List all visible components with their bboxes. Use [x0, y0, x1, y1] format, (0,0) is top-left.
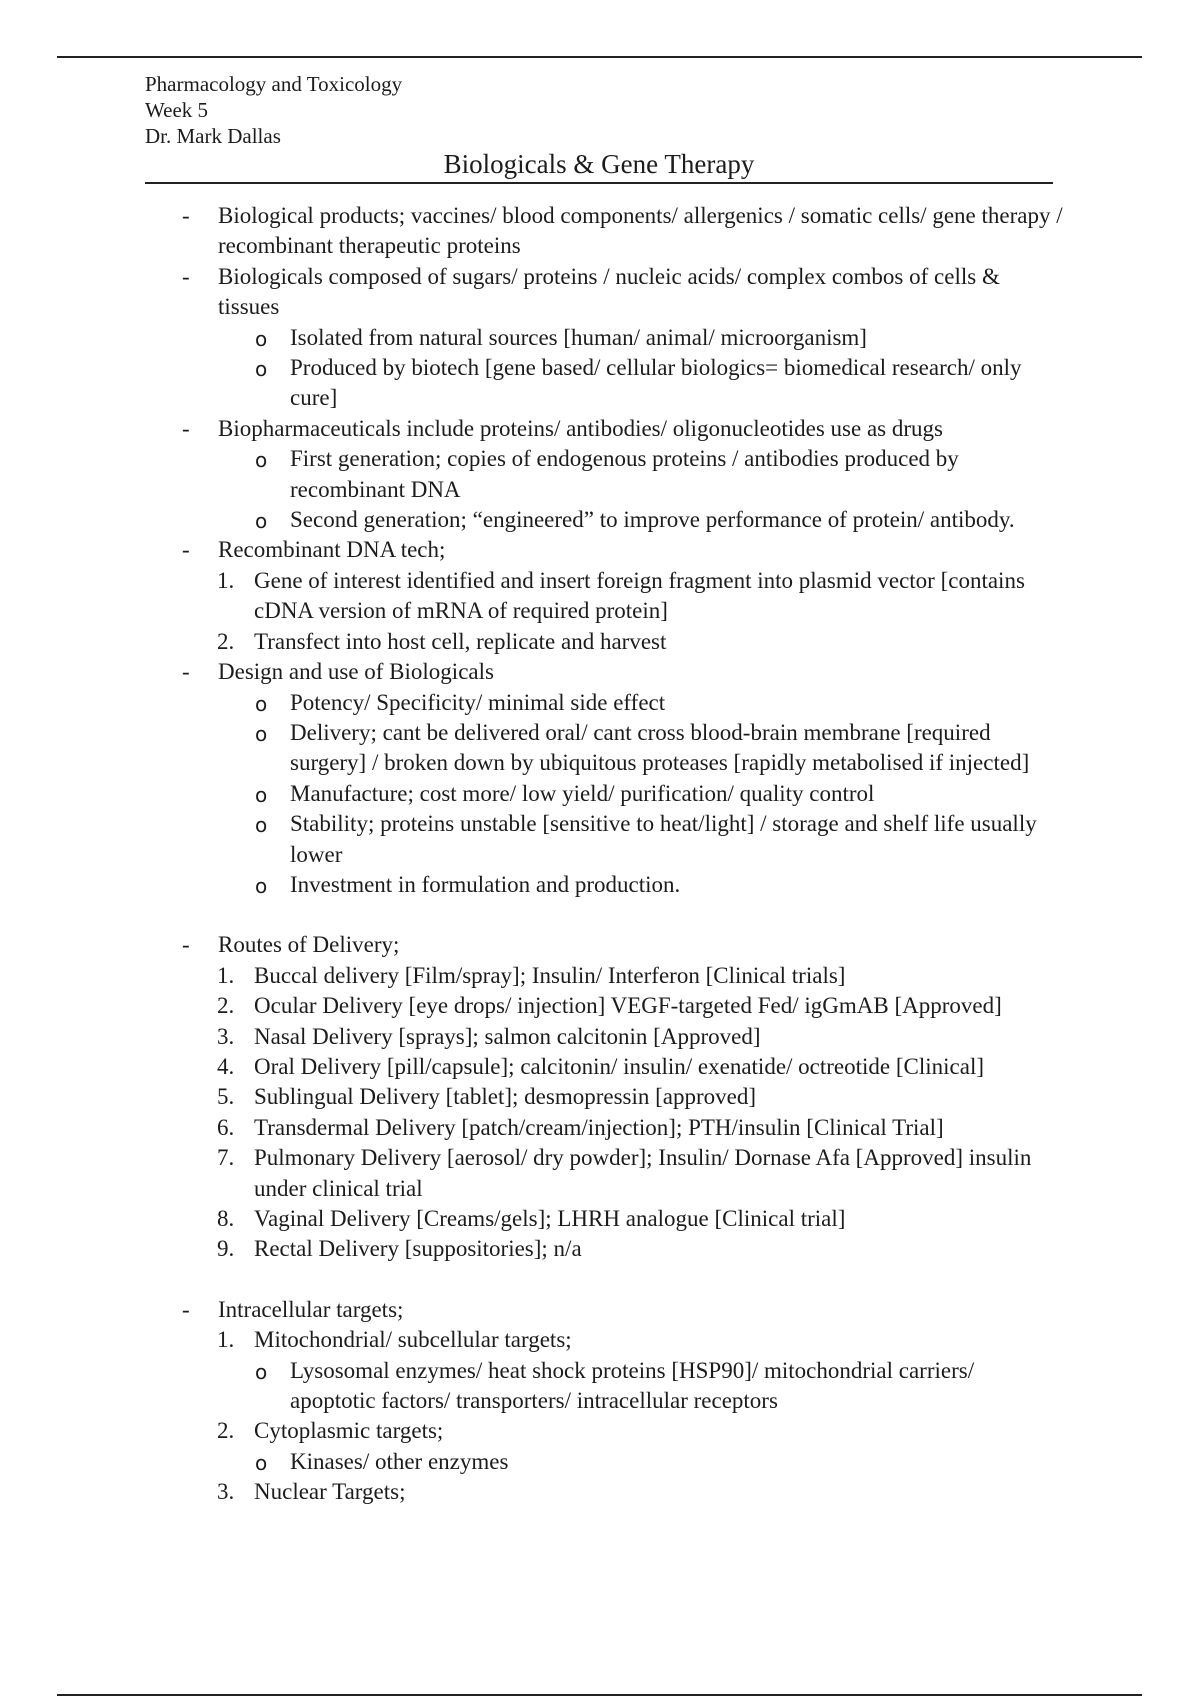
- numbered-item: [145, 1416, 1065, 1446]
- dash-marker: -: [182, 932, 190, 958]
- sub-bullet-text: Produced by biotech [gene based/ cellular biologics= biomedical research/ only cure]: [290, 355, 1022, 411]
- number-marker: 6.: [217, 1114, 235, 1140]
- numbered-text: Rectal Delivery [suppositories]; n/a: [254, 1236, 582, 1262]
- sub-bullet-item: [145, 779, 1065, 809]
- course-name: Pharmacology and Toxicology: [145, 72, 403, 96]
- numbered-text: Ocular Delivery [eye drops/ injection] VEGF-targeted Fed/ igGmAB [Approved]: [254, 993, 1002, 1019]
- lecturer-name: Dr. Mark Dallas: [145, 124, 281, 148]
- number-marker: 3.: [217, 1023, 235, 1049]
- numbered-text: Nuclear Targets;: [254, 1479, 406, 1505]
- bullet-item: [145, 657, 1065, 687]
- circle-bullet-icon: o: [255, 721, 268, 746]
- numbered-text: Oral Delivery [pill/capsule]; calcitonin/ insulin/ exenatide/ octreotide [Clinical]: [254, 1053, 985, 1079]
- bottom-rule: [57, 1694, 1142, 1696]
- number-marker: 1.: [217, 1327, 235, 1353]
- spacer: [145, 900, 1065, 930]
- dash-marker: -: [182, 263, 190, 289]
- notes-body: [145, 201, 1065, 1508]
- sub-bullet-item: [145, 1356, 1065, 1417]
- bullet-item: [145, 1295, 1065, 1325]
- dash-marker: -: [182, 659, 190, 685]
- numbered-item: [145, 1325, 1065, 1355]
- number-marker: 2.: [217, 628, 235, 654]
- numbered-item: [145, 1113, 1065, 1143]
- number-marker: 5.: [217, 1084, 235, 1110]
- sub-bullet-text: First generation; copies of endogenous proteins / antibodies produced by recombinant DNA: [290, 446, 959, 502]
- bullet-item: [145, 201, 1065, 262]
- sub-bullet-text: Stability; proteins unstable [sensitive to heat/light] / storage and shelf life usually lower: [290, 811, 1037, 867]
- circle-bullet-icon: o: [255, 782, 268, 807]
- bullet-item: [145, 535, 1065, 565]
- sub-bullet-item: [145, 444, 1065, 505]
- circle-bullet-icon: o: [255, 1450, 268, 1475]
- numbered-text: Transdermal Delivery [patch/cream/injection]; PTH/insulin [Clinical Trial]: [254, 1114, 944, 1140]
- bullet-item: [145, 262, 1065, 323]
- number-marker: 1.: [217, 567, 235, 593]
- dash-marker: -: [182, 203, 190, 228]
- bullet-item: [145, 930, 1065, 960]
- number-marker: 2.: [217, 993, 235, 1019]
- sub-bullet-text: Investment in formulation and production.: [290, 871, 681, 897]
- circle-bullet-icon: o: [255, 357, 268, 382]
- sub-bullet-text: Delivery; cant be delivered oral/ cant cross blood-brain membrane [required surgery] / broken down by ubiquitous proteases [rapidly metabolised if injected]: [290, 719, 1030, 776]
- bullet-text: Routes of Delivery;: [218, 932, 400, 958]
- numbered-text: Buccal delivery [Film/spray]; Insulin/ Interferon [Clinical trials]: [254, 962, 846, 988]
- number-marker: 2.: [217, 1418, 235, 1444]
- circle-bullet-icon: o: [255, 813, 268, 838]
- sub-bullet-text: Lysosomal enzymes/ heat shock proteins [HSP90]/ mitochondrial carriers/ apoptotic factors/ transporters/ intracellular receptors: [290, 1357, 975, 1414]
- numbered-text: Gene of interest identified and insert foreign fragment into plasmid vector [contains cDNA version of mRNA of required protein]: [254, 567, 1025, 624]
- circle-bullet-icon: o: [255, 448, 268, 473]
- sub-bullet-item: [145, 505, 1065, 535]
- bullet-text: Biological products; vaccines/ blood components/ allergenics / somatic cells/ gene therapy / recombinant therapeutic proteins: [218, 203, 1063, 259]
- number-marker: 4.: [217, 1053, 235, 1079]
- sub-bullet-item: [145, 353, 1065, 414]
- sub-bullet-item: [145, 1447, 1065, 1477]
- number-marker: 9.: [217, 1236, 235, 1262]
- spacer: [145, 1265, 1065, 1295]
- circle-bullet-icon: o: [255, 1359, 268, 1384]
- circle-bullet-icon: o: [255, 691, 268, 716]
- bullet-item: [145, 414, 1065, 444]
- bullet-text: Recombinant DNA tech;: [218, 537, 446, 563]
- sub-bullet-text: Kinases/ other enzymes: [290, 1448, 509, 1474]
- number-marker: 8.: [217, 1206, 235, 1231]
- circle-bullet-icon: o: [255, 873, 268, 898]
- numbered-item: [145, 1082, 1065, 1112]
- sub-bullet-text: Manufacture; cost more/ low yield/ purification/ quality control: [290, 780, 875, 806]
- numbered-item: [145, 1052, 1065, 1082]
- numbered-item: [145, 961, 1065, 991]
- dash-marker: -: [182, 537, 190, 563]
- page-title: Biologicals & Gene Therapy: [145, 147, 1053, 184]
- dash-marker: -: [182, 415, 190, 441]
- numbered-item: [145, 627, 1065, 657]
- numbered-text: Transfect into host cell, replicate and harvest: [254, 628, 667, 654]
- sub-bullet-item: [145, 809, 1065, 870]
- numbered-text: Sublingual Delivery [tablet]; desmopressin [approved]: [254, 1084, 757, 1110]
- circle-bullet-icon: o: [255, 326, 268, 351]
- top-rule: [57, 56, 1142, 58]
- numbered-item: [145, 1143, 1065, 1204]
- bullet-text: Design and use of Biologicals: [218, 659, 494, 685]
- numbered-text: Cytoplasmic targets;: [254, 1418, 444, 1444]
- number-marker: 3.: [217, 1479, 235, 1505]
- circle-bullet-icon: o: [255, 509, 268, 534]
- document-header: [145, 71, 402, 149]
- week-label: Week 5: [145, 98, 209, 122]
- numbered-item: [145, 1477, 1065, 1507]
- sub-bullet-item: [145, 323, 1065, 353]
- number-marker: 7.: [217, 1145, 235, 1171]
- numbered-item: [145, 1234, 1065, 1264]
- sub-bullet-item: [145, 870, 1065, 900]
- numbered-text: Vaginal Delivery [Creams/gels]; LHRH analogue [Clinical trial]: [254, 1206, 846, 1231]
- sub-bullet-item: [145, 718, 1065, 779]
- numbered-text: Nasal Delivery [sprays]; salmon calcitonin [Approved]: [254, 1023, 761, 1049]
- numbered-text: Mitochondrial/ subcellular targets;: [254, 1327, 572, 1353]
- numbered-text: Pulmonary Delivery [aerosol/ dry powder]; Insulin/ Dornase Afa [Approved] insulin under clinical trial: [254, 1145, 1032, 1201]
- numbered-item: [145, 991, 1065, 1021]
- numbered-item: [145, 566, 1065, 627]
- sub-bullet-text: Second generation; “engineered” to improve performance of protein/ antibody.: [290, 507, 1015, 533]
- sub-bullet-text: Potency/ Specificity/ minimal side effect: [290, 689, 666, 715]
- bullet-text: Biologicals composed of sugars/ proteins / nucleic acids/ complex combos of cells & tissues: [218, 263, 1000, 320]
- numbered-item: [145, 1204, 1065, 1234]
- number-marker: 1.: [217, 962, 235, 988]
- numbered-item: [145, 1022, 1065, 1052]
- sub-bullet-text: Isolated from natural sources [human/ animal/ microorganism]: [290, 324, 867, 350]
- sub-bullet-item: [145, 688, 1065, 718]
- bullet-text: Intracellular targets;: [218, 1296, 404, 1322]
- dash-marker: -: [182, 1296, 190, 1322]
- bullet-text: Biopharmaceuticals include proteins/ antibodies/ oligonucleotides use as drugs: [218, 415, 943, 441]
